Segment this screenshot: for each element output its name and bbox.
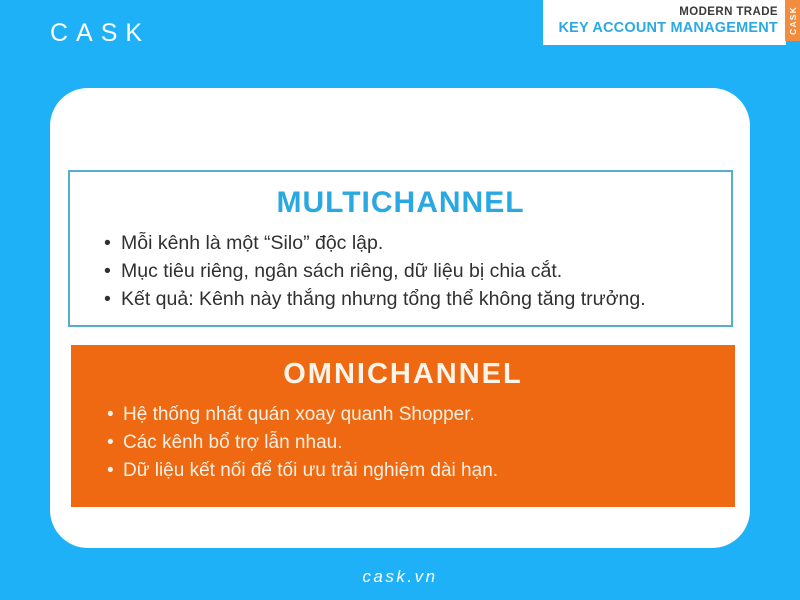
footer-website-url: cask.vn — [362, 567, 438, 586]
cask-logo: CASK — [50, 19, 151, 47]
ribbon-label: CASK — [787, 6, 798, 35]
multichannel-bullet-list — [70, 229, 731, 313]
badge-key-account-management-label: KEY ACCOUNT MANAGEMENT — [558, 20, 778, 37]
omnichannel-title: OMNICHANNEL — [283, 358, 523, 390]
badge-modern-trade-label: MODERN TRADE — [679, 6, 778, 18]
header-badge — [543, 0, 787, 45]
bullet-item: • Mục tiêu riêng, ngân sách riêng, dữ liệu bị chia cắt. — [104, 257, 731, 285]
bullet-item: • Kết quả: Kênh này thắng nhưng tổng thể không tăng trưởng. — [104, 285, 731, 313]
bullet-item: • Mỗi kênh là một “Silo” độc lập. — [104, 229, 731, 257]
multichannel-section — [68, 170, 733, 327]
content-card — [50, 88, 750, 548]
bullet-item: • Dữ liệu kết nối để tối ưu trải nghiệm dài hạn. — [107, 457, 735, 485]
multichannel-title: MULTICHANNEL — [276, 186, 525, 219]
bullet-item: • Các kênh bổ trợ lẫn nhau. — [107, 429, 735, 457]
omnichannel-bullet-list — [71, 401, 735, 485]
omnichannel-section — [71, 345, 735, 507]
bullet-item: • Hệ thống nhất quán xoay quanh Shopper. — [107, 401, 735, 429]
cask-vertical-ribbon — [785, 0, 800, 41]
